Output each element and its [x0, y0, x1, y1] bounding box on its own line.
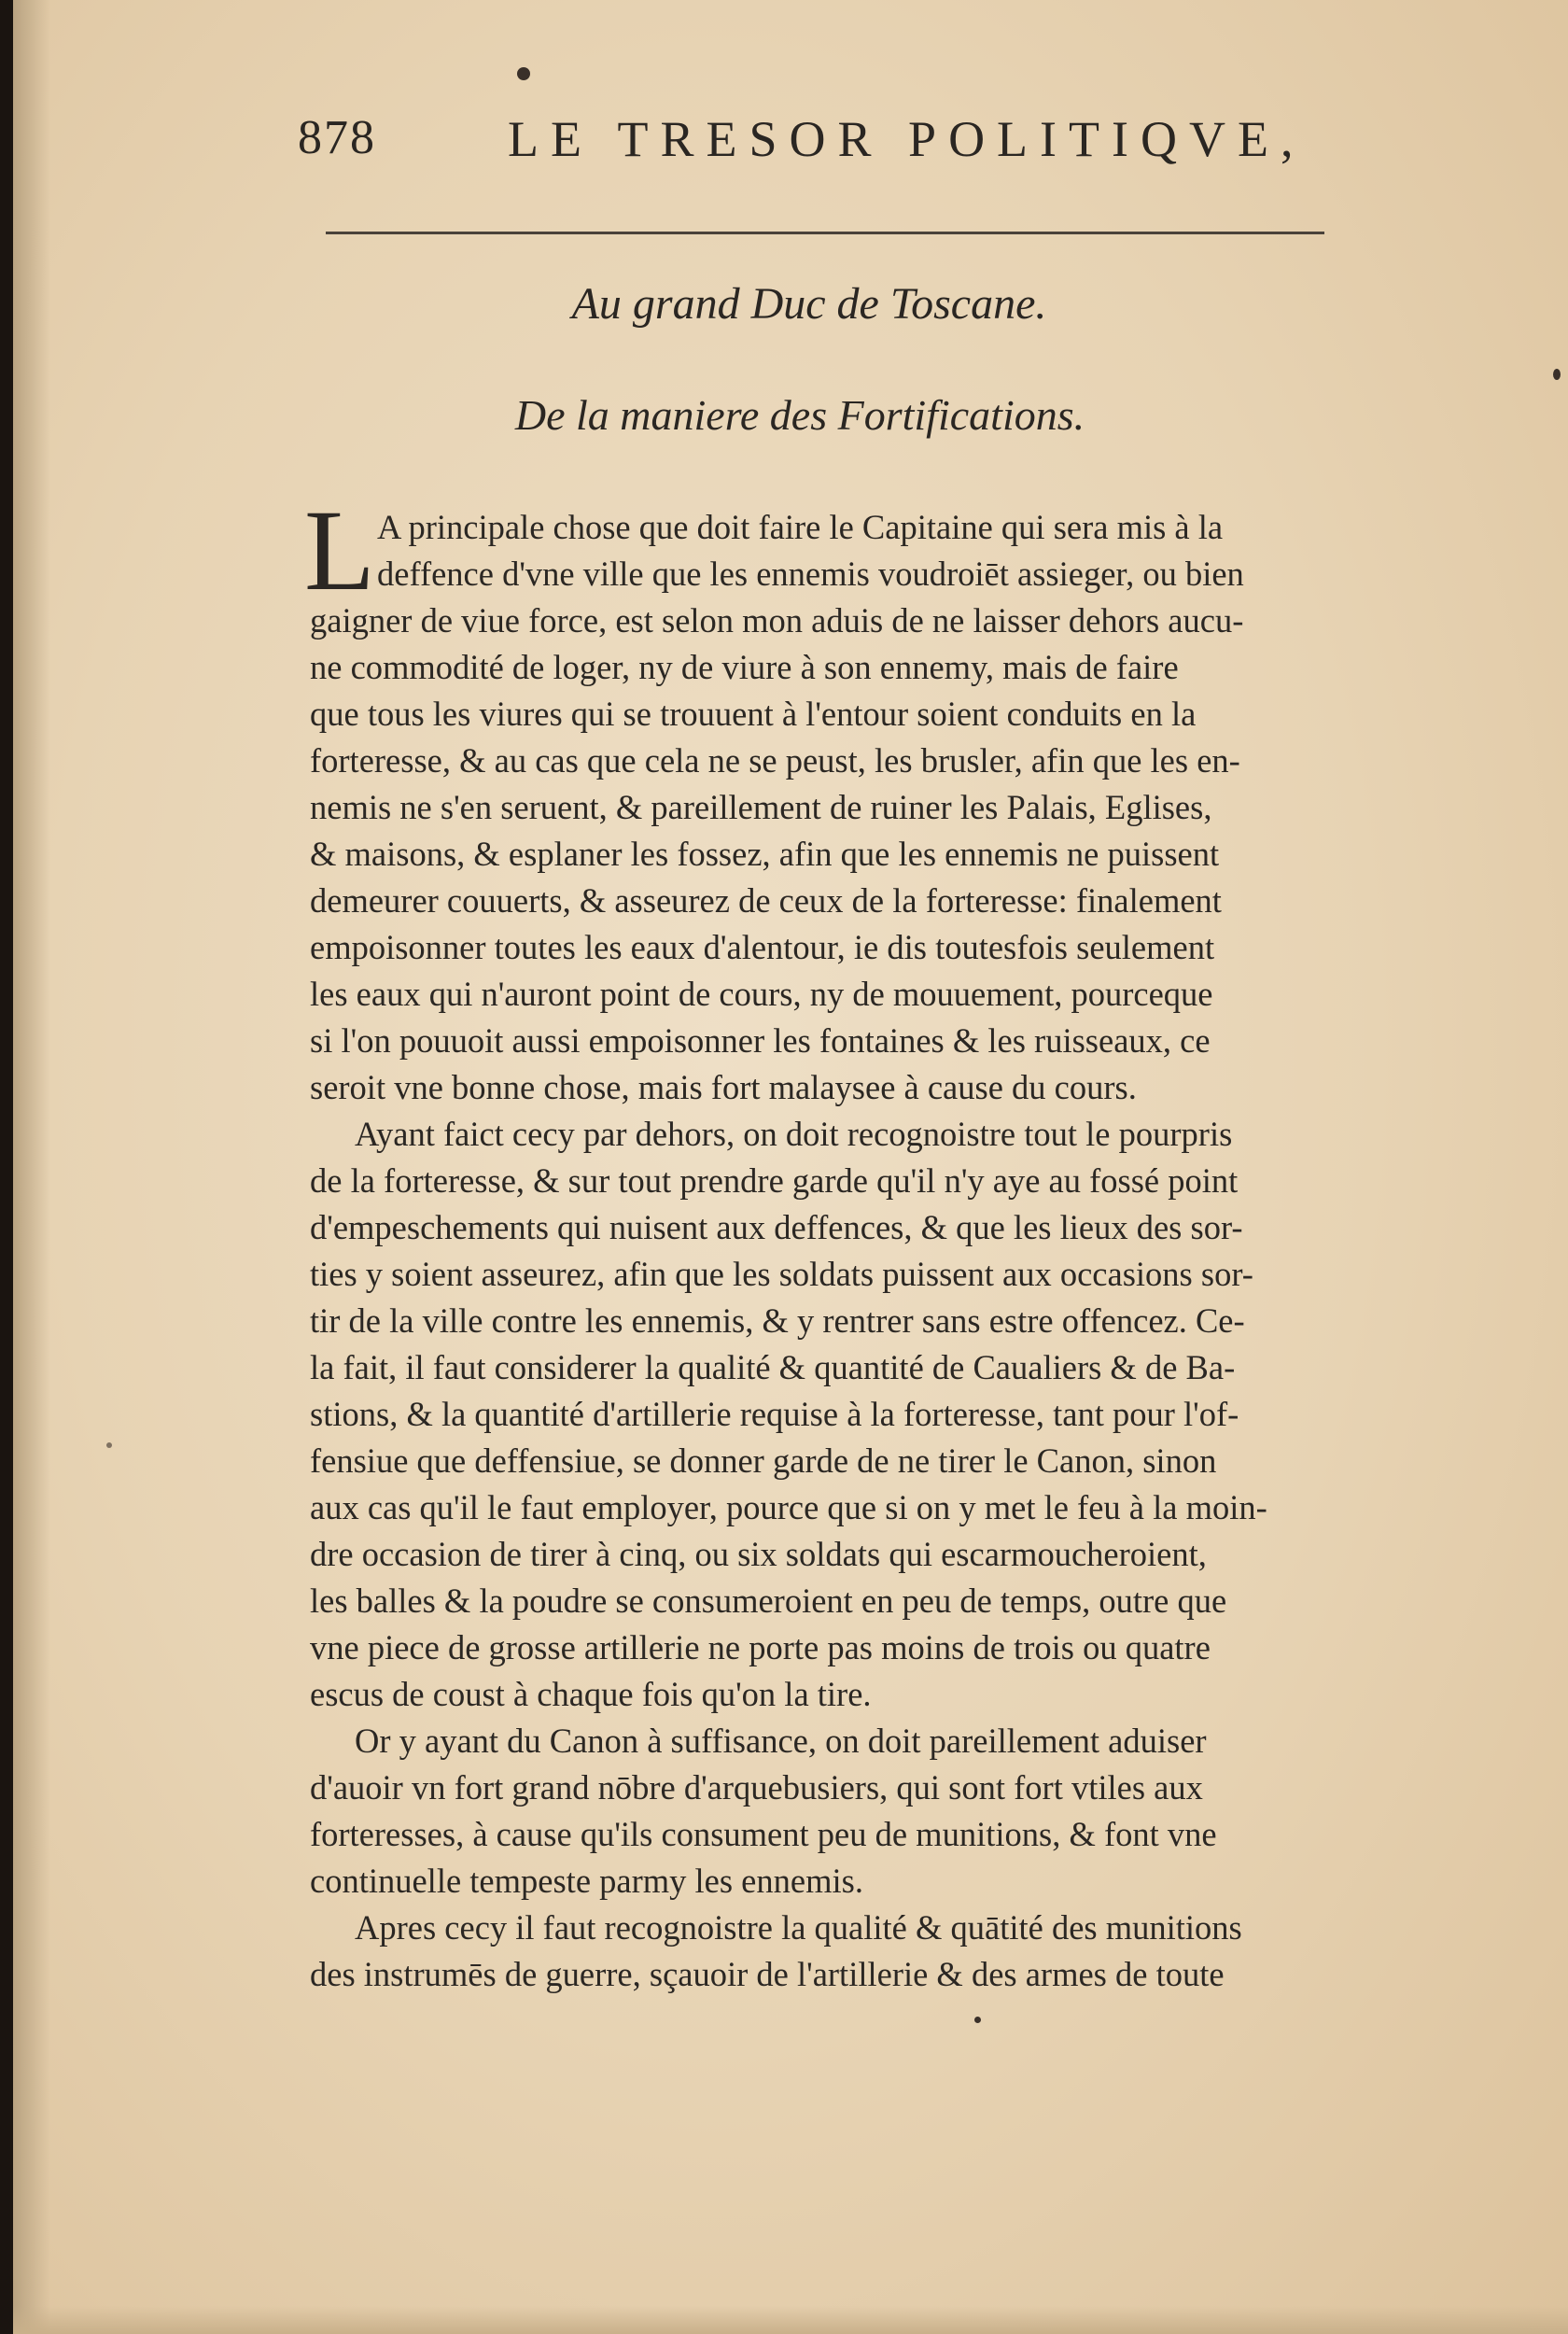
text-line: forteresse, & au cas que cela ne se peust, les brusler, afin que les en- [310, 741, 1240, 780]
text-line: les balles & la poudre se consumeroient en peu de temps, outre que [310, 1582, 1227, 1620]
drop-cap: L [304, 486, 375, 614]
text-line: dre occasion de tirer à cinq, ou six soldats qui escarmoucheroient, [310, 1535, 1207, 1573]
text-line: deffence d'vne ville que les ennemis voudroiēt assieger, ou bien [377, 555, 1244, 593]
text-line: d'empeschements qui nuisent aux deffences, & que les lieux des sor- [310, 1208, 1243, 1246]
text-line: aux cas qu'il le faut employer, pource que si on y met le feu à la moin- [310, 1488, 1267, 1526]
text-line: que tous les viures qui se trouuent à l'entour soient conduits en la [310, 695, 1197, 733]
text-line: Apres cecy il faut recognoistre la qualité & quātité des munitions [355, 1908, 1242, 1947]
text-line: fensiue que deffensiue, se donner garde de ne tirer le Canon, sinon [310, 1441, 1217, 1480]
body-text [304, 486, 1458, 1998]
text-line: Or y ayant du Canon à suffisance, on doit pareillement aduiser [355, 1722, 1207, 1760]
text-line: stions, & la quantité d'artillerie requise à la forteresse, tant pour l'of- [310, 1395, 1239, 1433]
text-line: escus de coust à chaque fois qu'on la tire. [310, 1675, 872, 1713]
text-line: la fait, il faut considerer la qualité & quantité de Caualiers & de Ba- [310, 1348, 1236, 1386]
text-line: ne commodité de loger, ny de viure à son ennemy, mais de faire [310, 648, 1179, 686]
text-line: nemis ne s'en seruent, & pareillement de ruiner les Palais, Eglises, [310, 788, 1212, 826]
letter-subject: De la maniere des Fortifications. [514, 391, 1085, 439]
text-line: & maisons, & esplaner les fossez, afin que les ennemis ne puissent [310, 835, 1220, 873]
text-line: tir de la ville contre les ennemis, & y rentrer sans estre offencez. Ce- [310, 1301, 1245, 1340]
ink-speck [106, 1442, 112, 1448]
text-line: d'auoir vn fort grand nōbre d'arquebusiers, qui sont fort vtiles aux [310, 1768, 1203, 1807]
running-title: LE TRESOR POLITIQVE, [508, 111, 1306, 167]
text-line: forteresses, à cause qu'ils consument peu de munitions, & font vne [310, 1815, 1217, 1853]
letter-addressee: Au grand Duc de Toscane. [571, 279, 1047, 329]
text-line: si l'on pouuoit aussi empoisonner les fontaines & les ruisseaux, ce [310, 1021, 1211, 1060]
book-page [13, 0, 1568, 2334]
text-line: Ayant faict cecy par dehors, on doit recognoistre tout le pourpris [355, 1115, 1233, 1153]
ink-speck [1553, 369, 1561, 380]
text-line: demeurer couuerts, & asseurez de ceux de la forteresse: finalement [310, 881, 1222, 920]
text-line: ties y soient asseurez, afin que les soldats puissent aux occasions sor- [310, 1255, 1253, 1293]
text-line: continuelle tempeste parmy les ennemis. [310, 1862, 863, 1900]
text-line: les eaux qui n'auront point de cours, ny de mouuement, pourceque [310, 975, 1213, 1013]
text-line: de la forteresse, & sur tout prendre garde qu'il n'y aye au fossé point [310, 1161, 1239, 1200]
page-number: 878 [298, 111, 376, 164]
text-line: A principale chose que doit faire le Capitaine qui sera mis à la [377, 508, 1224, 546]
text-line: gaigner de viue force, est selon mon aduis de ne laisser dehors aucu- [310, 601, 1244, 640]
text-line: empoisonner toutes les eaux d'alentour, ie dis toutesfois seulement [310, 928, 1215, 966]
page-header [13, 110, 1568, 176]
header-rule [326, 232, 1324, 234]
page-bottom-edge [13, 2306, 1568, 2334]
text-line: des instrumēs de guerre, sçauoir de l'artillerie & des armes de toute [310, 1955, 1225, 1993]
text-line: seroit vne bonne chose, mais fort malaysee à cause du cours. [310, 1068, 1137, 1106]
ink-speck [517, 67, 530, 80]
ink-speck [974, 2017, 981, 2023]
page-gutter-shadow [13, 0, 50, 2334]
text-line: vne piece de grosse artillerie ne porte pas moins de trois ou quatre [310, 1628, 1211, 1666]
